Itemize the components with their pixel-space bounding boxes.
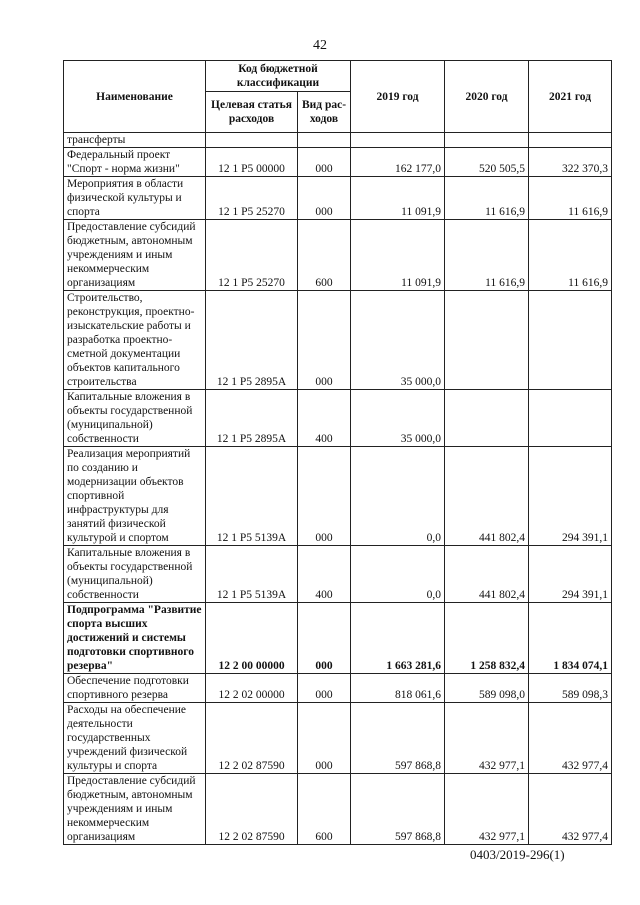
row-2019-cell bbox=[351, 133, 445, 148]
header-2020: 2020 год bbox=[445, 61, 529, 133]
row-2020-cell: 432 977,1 bbox=[445, 703, 529, 774]
row-expense-type-cell: 400 bbox=[298, 390, 351, 447]
row-target-code-cell: 12 1 P5 00000 bbox=[206, 148, 298, 177]
header-code-group: Код бюджетной классификации bbox=[206, 61, 351, 92]
row-2019-cell: 597 868,8 bbox=[351, 703, 445, 774]
row-2019-cell: 162 177,0 bbox=[351, 148, 445, 177]
row-expense-type-cell: 000 bbox=[298, 703, 351, 774]
row-2019-cell: 11 091,9 bbox=[351, 220, 445, 291]
row-target-code-cell: 12 1 P5 5139A bbox=[206, 447, 298, 546]
row-2021-cell: 589 098,3 bbox=[529, 674, 612, 703]
row-name-cell: Капитальные вложения в объекты государственной (муниципальной) собственности bbox=[64, 546, 206, 603]
table-body bbox=[64, 133, 612, 845]
table-row bbox=[64, 220, 612, 291]
row-expense-type-cell: 000 bbox=[298, 177, 351, 220]
row-2021-cell bbox=[529, 291, 612, 390]
row-2020-cell: 441 802,4 bbox=[445, 447, 529, 546]
row-name-cell: трансферты bbox=[64, 133, 206, 148]
row-2019-cell: 1 663 281,6 bbox=[351, 603, 445, 674]
row-2021-cell bbox=[529, 133, 612, 148]
row-name-cell: Предоставление субсидий бюджетным, автономным учреждениям и иным некоммерческим организациям bbox=[64, 220, 206, 291]
row-name-cell: Предоставление субсидий бюджетным, автономным учреждениям и иным некоммерческим организациям bbox=[64, 774, 206, 845]
row-2020-cell: 11 616,9 bbox=[445, 220, 529, 291]
header-target-article: Целевая статья расходов bbox=[206, 92, 298, 133]
row-expense-type-cell: 000 bbox=[298, 603, 351, 674]
row-expense-type-cell bbox=[298, 133, 351, 148]
row-expense-type-cell: 000 bbox=[298, 148, 351, 177]
row-2019-cell: 597 868,8 bbox=[351, 774, 445, 845]
row-target-code-cell: 12 1 P5 25270 bbox=[206, 177, 298, 220]
row-2021-cell: 11 616,9 bbox=[529, 220, 612, 291]
table-row bbox=[64, 703, 612, 774]
row-2020-cell: 589 098,0 bbox=[445, 674, 529, 703]
row-target-code-cell: 12 1 P5 2895A bbox=[206, 390, 298, 447]
row-expense-type-cell: 600 bbox=[298, 774, 351, 845]
row-name-cell: Федеральный проект "Спорт - норма жизни" bbox=[64, 148, 206, 177]
table-row bbox=[64, 603, 612, 674]
row-2021-cell: 1 834 074,1 bbox=[529, 603, 612, 674]
row-target-code-cell: 12 1 P5 25270 bbox=[206, 220, 298, 291]
table-row bbox=[64, 133, 612, 148]
row-2020-cell: 1 258 832,4 bbox=[445, 603, 529, 674]
row-target-code-cell: 12 1 P5 5139A bbox=[206, 546, 298, 603]
table-row bbox=[64, 291, 612, 390]
row-2020-cell: 441 802,4 bbox=[445, 546, 529, 603]
row-name-cell: Обеспечение подготовки спортивного резерва bbox=[64, 674, 206, 703]
page-number: 42 bbox=[313, 38, 327, 53]
row-2019-cell: 35 000,0 bbox=[351, 390, 445, 447]
table-row bbox=[64, 546, 612, 603]
row-name-cell: Подпрограмма "Развитие спорта высших достижений и системы подготовки спортивного резерва" bbox=[64, 603, 206, 674]
row-2019-cell: 11 091,9 bbox=[351, 177, 445, 220]
row-2019-cell: 0,0 bbox=[351, 447, 445, 546]
row-2020-cell: 11 616,9 bbox=[445, 177, 529, 220]
row-expense-type-cell: 000 bbox=[298, 447, 351, 546]
row-2021-cell bbox=[529, 390, 612, 447]
table-row bbox=[64, 177, 612, 220]
header-2019: 2019 год bbox=[351, 61, 445, 133]
row-target-code-cell: 12 2 02 87590 bbox=[206, 703, 298, 774]
row-target-code-cell: 12 2 00 00000 bbox=[206, 603, 298, 674]
row-2020-cell bbox=[445, 291, 529, 390]
row-2021-cell: 294 391,1 bbox=[529, 447, 612, 546]
table-row bbox=[64, 447, 612, 546]
row-expense-type-cell: 000 bbox=[298, 291, 351, 390]
header-name: Наименование bbox=[64, 61, 206, 133]
row-name-cell: Капитальные вложения в объекты государственной (муниципальной) собственности bbox=[64, 390, 206, 447]
row-2020-cell: 520 505,5 bbox=[445, 148, 529, 177]
document-code: 0403/2019-296(1) bbox=[470, 847, 565, 862]
row-target-code-cell bbox=[206, 133, 298, 148]
row-name-cell: Строительство, реконструкция, проектно-изыскательские работы и разработка проектно-сметной документации объектов капитального строительства bbox=[64, 291, 206, 390]
row-2020-cell bbox=[445, 133, 529, 148]
row-2021-cell: 432 977,4 bbox=[529, 774, 612, 845]
row-2021-cell: 432 977,4 bbox=[529, 703, 612, 774]
row-2020-cell: 432 977,1 bbox=[445, 774, 529, 845]
row-2021-cell: 322 370,3 bbox=[529, 148, 612, 177]
row-2021-cell: 294 391,1 bbox=[529, 546, 612, 603]
row-target-code-cell: 12 1 P5 2895A bbox=[206, 291, 298, 390]
table-row bbox=[64, 674, 612, 703]
table-row bbox=[64, 148, 612, 177]
row-2019-cell: 0,0 bbox=[351, 546, 445, 603]
table-row bbox=[64, 390, 612, 447]
header-2021: 2021 год bbox=[529, 61, 612, 133]
row-2020-cell bbox=[445, 390, 529, 447]
row-2021-cell: 11 616,9 bbox=[529, 177, 612, 220]
row-expense-type-cell: 600 bbox=[298, 220, 351, 291]
row-name-cell: Реализация мероприятий по созданию и модернизации объектов спортивной инфраструктуры для занятий физической культурой и спортом bbox=[64, 447, 206, 546]
header-expense-type: Вид рас-ходов bbox=[298, 92, 351, 133]
row-expense-type-cell: 000 bbox=[298, 674, 351, 703]
budget-table bbox=[63, 60, 612, 845]
row-2019-cell: 35 000,0 bbox=[351, 291, 445, 390]
row-target-code-cell: 12 2 02 00000 bbox=[206, 674, 298, 703]
row-name-cell: Мероприятия в области физической культуры и спорта bbox=[64, 177, 206, 220]
row-expense-type-cell: 400 bbox=[298, 546, 351, 603]
table-row bbox=[64, 774, 612, 845]
row-target-code-cell: 12 2 02 87590 bbox=[206, 774, 298, 845]
row-2019-cell: 818 061,6 bbox=[351, 674, 445, 703]
row-name-cell: Расходы на обеспечение деятельности государственных учреждений физической культуры и спорта bbox=[64, 703, 206, 774]
